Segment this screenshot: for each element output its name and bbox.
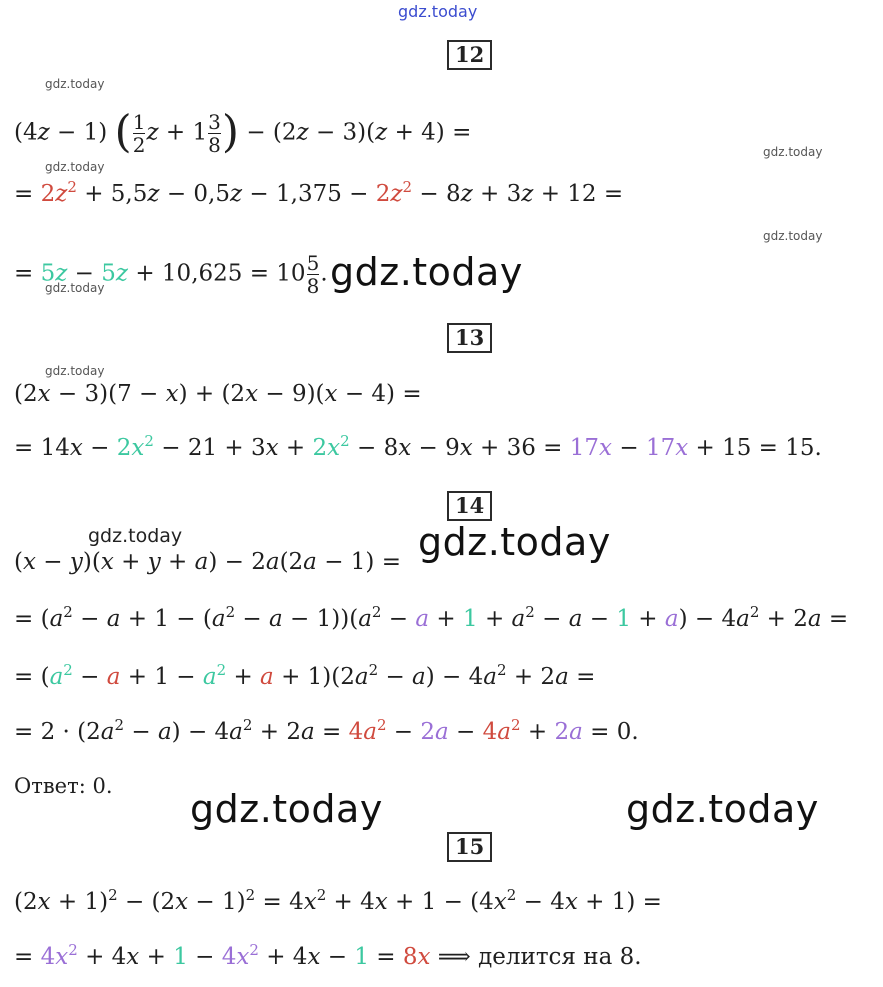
fraction-five-eighths: $\frac{5}{8}$ (306, 251, 320, 298)
problem-12-line-1: (4z − 1) ( $\frac{1}{2}$ z + 1 $\frac{3}{8}$ ) − (2z − 3)(z + 4) = (14, 106, 472, 158)
fraction-one-half: $\frac{1}{2}$ (132, 110, 146, 157)
watermark-small: gdz.today (45, 77, 105, 91)
divisible-text: делится на 8. (478, 944, 642, 970)
problem-14-line-1: (x − y)(x + y + a) − 2a(2a − 1) = (14, 549, 401, 575)
problem-14-line-4: = $2 \cdot (2a^2 - a) - 4a^2 + 2a = 4a^2 - 2a - 4a^2 + 2a = 0$. (14, 716, 639, 745)
problem-12-number: 12 (447, 40, 492, 70)
problem-15-line-2: = $4x^2 + 4x + 1 - 4x^2 + 4x - 1 = 8x$ ⟹ делится на 8. (14, 941, 642, 970)
problem-12-line-3: = 5z − 5z + 10,625 = 10 $\frac{5}{8}$ . (14, 251, 328, 298)
problem-15-number: 15 (447, 832, 492, 862)
problem-15-line-1: $(2x + 1)^2 - (2x - 1)^2 = 4x^2 + 4x + 1 - (4x^2 - 4x + 1)$ = (14, 886, 662, 915)
watermark-large: gdz.today (626, 787, 819, 831)
watermark-small: gdz.today (45, 364, 105, 378)
problem-14-answer: Ответ: 0. (14, 774, 113, 798)
watermark-large: gdz.today (330, 250, 523, 294)
watermark-medium: gdz.today (88, 525, 183, 547)
problem-13-line-2: = $14x - 2x^2 - 21 + 3x + 2x^2 - 8x - 9x + 36 = 17x - 17x + 15 = 15$. (14, 432, 822, 461)
watermark-small: gdz.today (763, 229, 823, 243)
watermark-top: gdz.today (398, 2, 478, 21)
watermark-small: gdz.today (763, 145, 823, 159)
problem-14-line-2: = $(a^2 - a + 1 - (a^2 - a - 1))(a^2 - a + 1 + a^2 - a - 1 + a) - 4a^2 + 2a$ = (14, 603, 849, 632)
watermark-small: gdz.today (45, 281, 105, 295)
problem-14-number: 14 (447, 491, 492, 521)
problem-14-line-3: = $(a^2 - a + 1 - a^2 + a + 1)(2a^2 - a) - 4a^2 + 2a$ = (14, 661, 596, 690)
watermark-large: gdz.today (190, 787, 383, 831)
fraction-three-eighths: $\frac{3}{8}$ (208, 110, 221, 157)
watermark-large: gdz.today (418, 520, 611, 564)
problem-13-line-1: (2x − 3)(7 − x) + (2x − 9)(x − 4) = (14, 381, 422, 407)
problem-13-number: 13 (447, 323, 492, 353)
problem-12-line-2: = $2z^2 + 5,5z - 0,5z - 1,375 - 2z^2 - 8z + 3z + 12$ = (14, 178, 624, 207)
watermark-small: gdz.today (45, 160, 105, 174)
